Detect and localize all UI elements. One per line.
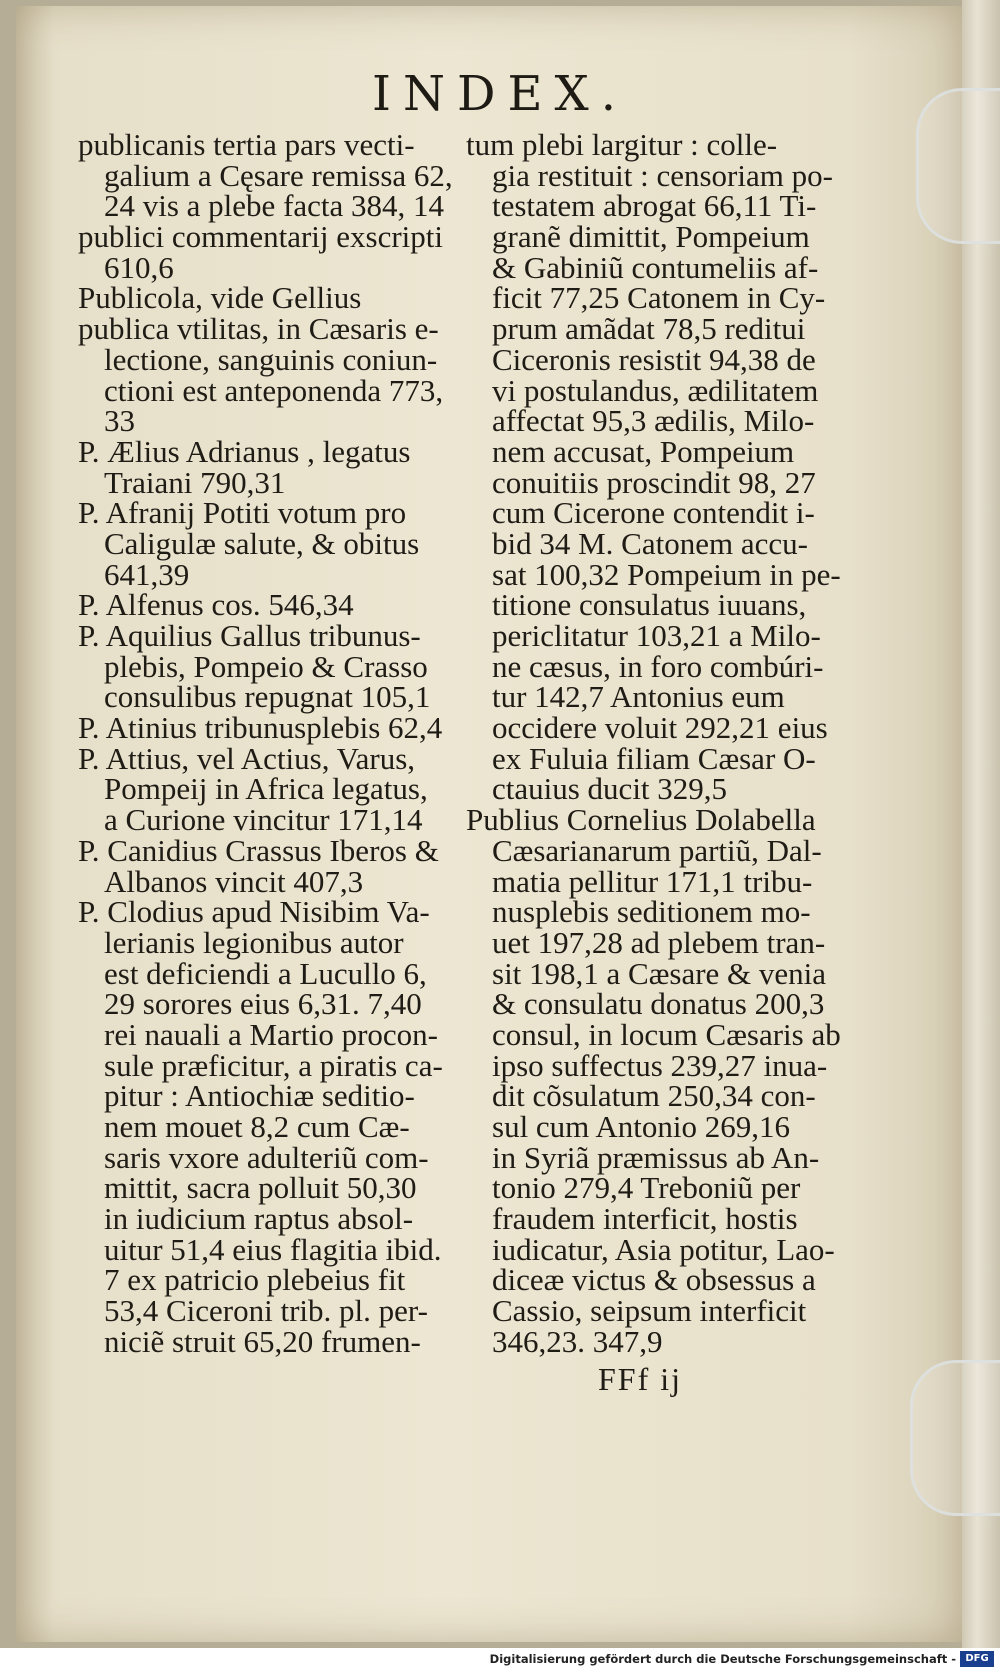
index-line: prum amãdat 78,5 reditui [492,311,806,347]
index-line: affectat 95,3 ædilis, Milo- [492,403,815,439]
index-line: cum Cicerone contendit i- [492,495,815,531]
index-line: P. Aquilius Gallus tribunus- [78,618,421,653]
index-line: in Syriã præmissus ab An- [492,1139,820,1175]
index-line: uet 197,28 ad plebem tran- [492,924,826,960]
index-line: dit cõsulatum 250,34 con- [492,1078,816,1114]
index-line: ctioni est anteponenda 773, [104,372,444,408]
index-line: ficit 77,25 Catonem in Cy- [492,280,826,316]
index-line: diceæ victus & obsessus a [492,1262,816,1298]
index-line: 346,23. 347,9 [492,1323,663,1359]
index-line: sat 100,32 Pompeium in pe- [492,556,841,592]
index-line: tonio 279,4 Treboniũ per [492,1170,801,1206]
index-line: 7 ex patricio plebeius fit [104,1262,406,1298]
dfg-logo: DFG [960,1651,994,1667]
index-line: lerianis legionibus autor [104,924,404,960]
index-line: 29 sorores eius 6,31. 7,40 [104,986,422,1022]
index-line: ex Fuluia filiam Cæsar O- [492,740,816,776]
index-line: niciẽ struit 65,20 frumen- [104,1323,421,1359]
index-line: testatem abrogat 66,11 Ti- [492,188,817,224]
index-line: gia restituit : censoriam po- [492,157,833,193]
index-line: sit 198,1 a Cæsare & venia [492,955,827,991]
index-line: 33 [104,403,135,439]
index-line: nusplebis seditionem mo- [492,894,811,930]
page-header: INDEX. [372,66,628,122]
digitization-credit: Digitalisierung gefördert durch die Deutsche Forschungsgemeinschaft - [489,1652,956,1666]
index-line: sul cum Antonio 269,16 [492,1109,790,1144]
index-line: Albanos vincit 407,3 [104,863,364,899]
index-line: Publius Cornelius Dolabella [466,802,816,838]
index-line: Caligulæ salute, & obitus [104,525,420,561]
index-line: ctauius ducit 329,5 [492,771,728,807]
index-line: P. Clodius apud Nisibim Va- [78,894,430,930]
index-line: 610,6 [104,249,174,285]
index-line: pitur : Antiochiæ seditio- [104,1078,415,1114]
index-line: tum plebi largitur : colle- [466,127,778,162]
index-line: conuitiis proscindit 98, 27 [492,464,816,500]
index-line: granẽ dimittit, Pompeium [492,219,810,255]
index-line: & consulatu donatus 200,3 [492,986,825,1022]
index-line: 641,39 [104,556,190,592]
index-line: mittit, sacra polluit 50,30 [104,1170,417,1206]
index-line: Traiani 790,31 [104,464,286,500]
index-line: est deficiendi a Lucullo 6, [104,955,427,991]
index-line: periclitatur 103,21 a Milo- [492,618,821,653]
index-line: publici commentarij exscripti [78,219,444,255]
paper-clip-bottom [910,1360,1000,1516]
index-line: P. Atinius tribunusplebis 62,4 [78,710,443,746]
index-line: matia pellitur 171,1 tribu- [492,863,813,899]
index-line: in iudicium raptus absol- [104,1201,414,1237]
index-line: Pompeij in Africa legatus, [104,771,428,807]
index-line: uitur 51,4 eius flagitia ibid. [104,1231,442,1267]
index-line: P. Alfenus cos. 546,34 [78,587,354,623]
index-line: tur 142,7 Antonius eum [492,679,785,715]
index-line: fraudem interficit, hostis [492,1201,798,1237]
index-line: sule præficitur, a piratis ca- [104,1047,443,1083]
index-line: & Gabiniũ contumeliis af- [492,249,819,285]
index-line: P. Ælius Adrianus , legatus [78,433,411,469]
index-line: a Curione vincitur 171,14 [104,802,423,838]
index-line: P. Attius, vel Actius, Varus, [78,740,416,776]
index-line: consulibus repugnat 105,1 [104,679,431,715]
index-line: titione consulatus iuuans, [492,587,807,623]
index-line: vi postulandus, ædilitatem [492,372,819,408]
index-line: iudicatur, Asia potitur, Lao- [492,1231,835,1267]
index-line: publica vtilitas, in Cæsaris e- [78,311,439,347]
index-line: publicanis tertia pars vecti- [78,127,415,162]
index-line: plebis, Pompeio & Crasso [104,648,428,684]
index-line: occidere voluit 292,21 eius [492,710,828,746]
index-column-left [78,127,453,1359]
index-line: Ciceronis resistit 94,38 de [492,341,816,377]
index-line: ne cæsus, in foro combúri- [492,648,824,684]
index-line: Publicola, vide Gellius [78,280,362,316]
index-column-right [466,127,844,1359]
index-line: bid 34 M. Catonem accu- [492,525,808,561]
signature-mark: FFf ij [598,1361,683,1397]
index-line: nem mouet 8,2 cum Cæ- [104,1109,410,1144]
index-line: galium a Cęsare remissa 62, [104,157,453,193]
index-line: P. Canidius Crassus Iberos & [78,832,439,868]
index-line: rei nauali a Martio procon- [104,1016,438,1052]
index-line: 24 vis a plebe facta 384, 14 [104,188,445,224]
index-line: P. Afranij Potiti votum pro [78,495,407,531]
index-line: saris vxore adulteriũ com- [104,1139,429,1175]
index-line: ipso suffectus 239,27 inua- [492,1047,828,1083]
index-line: lectione, sanguinis coniun- [104,341,438,377]
index-line: 53,4 Ciceroni trib. pl. per- [104,1293,428,1329]
index-line: consul, in locum Cæsaris ab [492,1016,841,1052]
index-line: nem accusat, Pompeium [492,433,795,469]
index-line: Cassio, seipsum interficit [492,1293,807,1329]
index-line: Cæsarianarum partiũ, Dal- [492,832,822,868]
